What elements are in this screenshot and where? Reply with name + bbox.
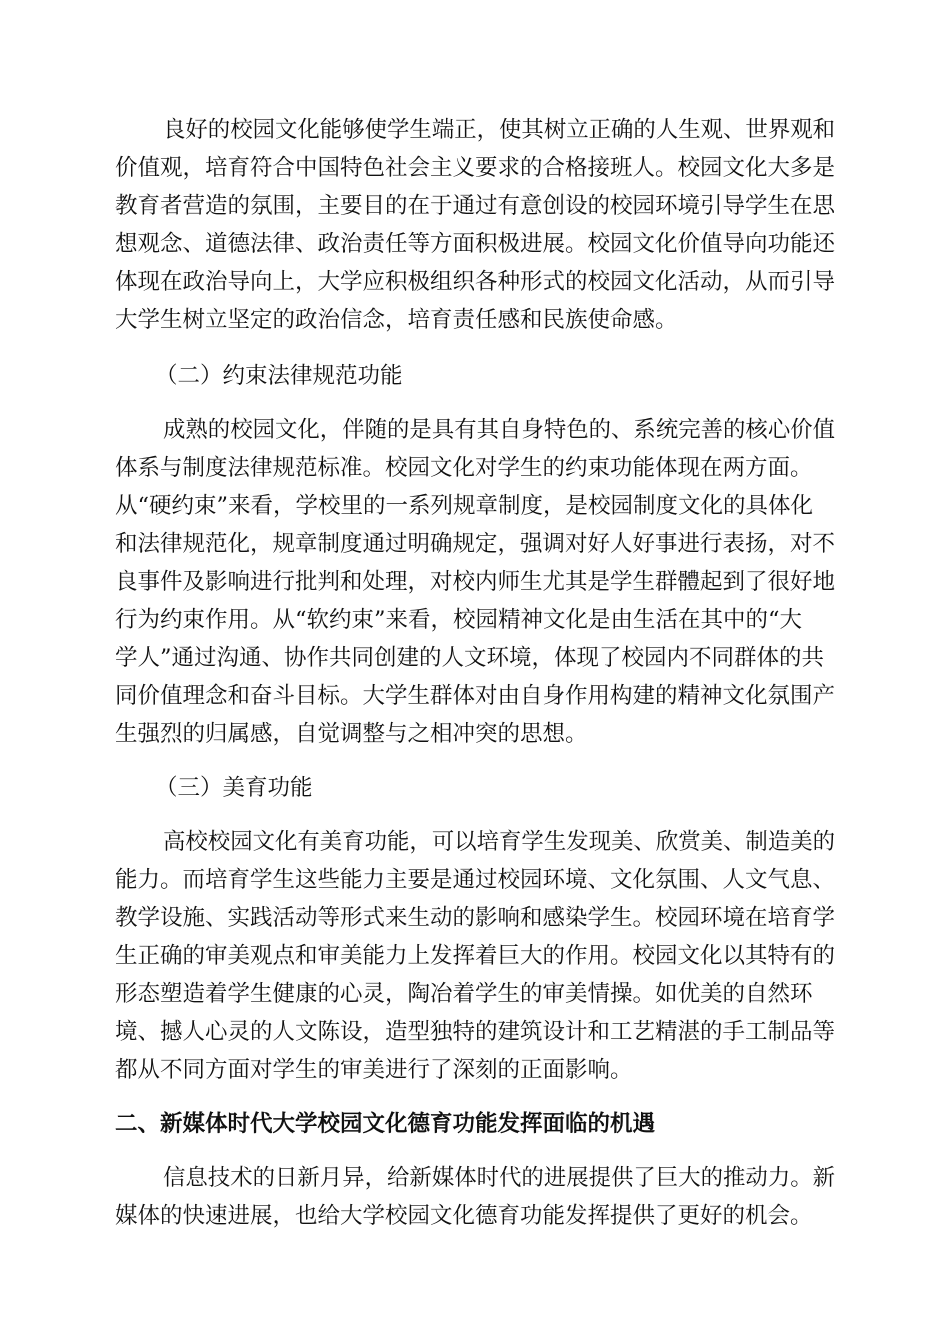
text-line: 学人”通过沟通、协作共同创建的人文环境，体现了校园内不同群体的共	[115, 645, 825, 671]
section-heading: 二、新媒体时代大学校园文化德育功能发挥面临的机遇	[115, 1111, 656, 1137]
text-line: 信息技术的日新月异，给新媒体时代的进展提供了巨大的推动力。新	[163, 1165, 836, 1191]
text-line: 大学生树立坚定的政治信念，培育责任感和民族使命感。	[115, 307, 678, 333]
text-line: 教学设施、实践活动等形式来生动的影响和感染学生。校园环境在培育学	[115, 905, 836, 931]
text-line: 体现在政治导向上，大学应积极组织各种形式的校园文化活动，从而引导	[115, 269, 836, 295]
text-line: 良好的校园文化能够使学生端正，使其树立正确的人生观、世界观和	[163, 117, 836, 143]
text-line: 都从不同方面对学生的审美进行了深刻的正面影响。	[115, 1057, 633, 1083]
text-line: 成熟的校园文化，伴随的是具有其自身特色的、系统完善的核心价值	[163, 417, 836, 443]
text-line: 同价值理念和奋斗目标。大学生群体对由自身作用构建的精神文化氛围产	[115, 683, 836, 709]
text-line: 高校校园文化有美育功能，可以培育学生发现美、欣赏美、制造美的	[163, 829, 836, 855]
subheading: （三）美育功能	[155, 775, 313, 801]
text-line: 价值观，培育符合中国特色社会主义要求的合格接班人。校园文化大多是	[115, 155, 836, 181]
text-line: 媒体的快速进展，也给大学校园文化德育功能发挥提供了更好的机会。	[115, 1203, 813, 1229]
text-line: 行为约束作用。从“软约束”来看，校园精神文化是由生活在其中的“大	[115, 607, 803, 633]
text-line: 想观念、道德法律、政治责任等方面积极进展。校园文化价值导向功能还	[115, 231, 836, 257]
text-line: 教育者营造的氛围，主要目的在于通过有意创设的校园环境引导学生在思	[115, 193, 836, 219]
text-line: 境、撼人心灵的人文陈设，造型独特的建筑设计和工艺精湛的手工制品等	[115, 1019, 836, 1045]
text-line: 从“硬约束”来看，学校里的一系列规章制度，是校园制度文化的具体化	[115, 493, 814, 519]
text-line: 生正确的审美观点和审美能力上发挥着巨大的作用。校园文化以其特有的	[115, 943, 836, 969]
text-line: 体系与制度法律规范标准。校园文化对学生的约束功能体现在两方面。	[115, 455, 813, 481]
text-line: 能力。而培育学生这些能力主要是通过校园环境、文化氛围、人文气息、	[115, 867, 836, 893]
text-line: 形态塑造着学生健康的心灵，陶冶着学生的审美情操。如优美的自然环	[115, 981, 813, 1007]
subheading: （二）约束法律规范功能	[155, 363, 403, 389]
text-line: 和法律规范化，规章制度通过明确规定，强调对好人好事进行表扬，对不	[115, 531, 836, 557]
text-line: 良事件及影响进行批判和处理，对校内师生尤其是学生群體起到了很好地	[115, 569, 836, 595]
text-line: 生强烈的归属感，自觉调整与之相冲突的思想。	[115, 721, 588, 747]
